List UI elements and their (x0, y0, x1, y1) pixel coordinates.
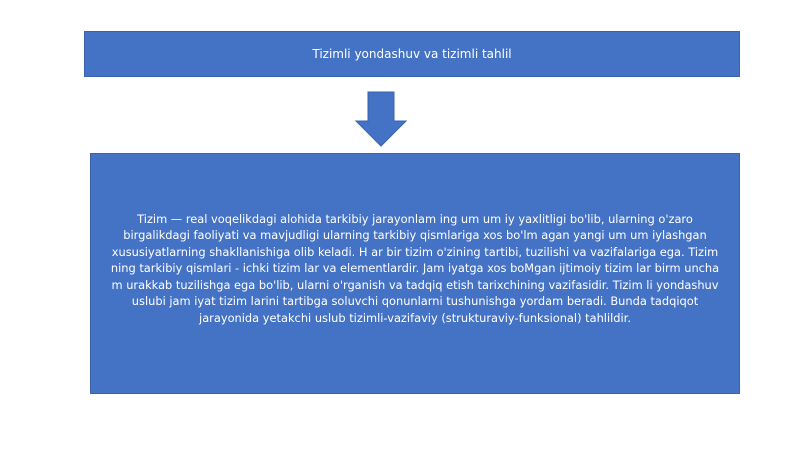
content-text: Tizim — real voqelikdagi alohida tarkibiy jarayonlam ing um um iy yaxlitligi bo'lib, ularning o'zaro birgalikdagi faoliyati va mavjudligi ularning tarkibiy qismlariga xos bo'lm agan yangi um um iylashgan xususiyatlarning shakllanishiga olib keladi. H ar bir tizim o'zining tartibi, tuzilishi va vazifalariga ega. Tizim ning tarkibiy qismlari - ichki tizim lar va elementlardir. Jam iyatga xos boMgan ijtimoiy tizim lar birm uncha m urakkab tuzilishga ega bo'lib, ularni o'rganish va tadqiq etish tarixchining vazifasidir. Tizim li yondashuv uslubi jam iyat tizim larini tartibga soluvchi qonunlarni tushunishga yordam beradi. Bunda tadqiqot jarayonida yetakchi uslub tizimli-vazifaviy (strukturaviy-funksional) tahlildir. (110, 211, 720, 325)
title-text: Tizimli yondashuv va tizimli tahlil (312, 47, 512, 61)
title-box (84, 31, 740, 77)
content-box (90, 153, 740, 394)
down-arrow-icon (355, 91, 407, 147)
